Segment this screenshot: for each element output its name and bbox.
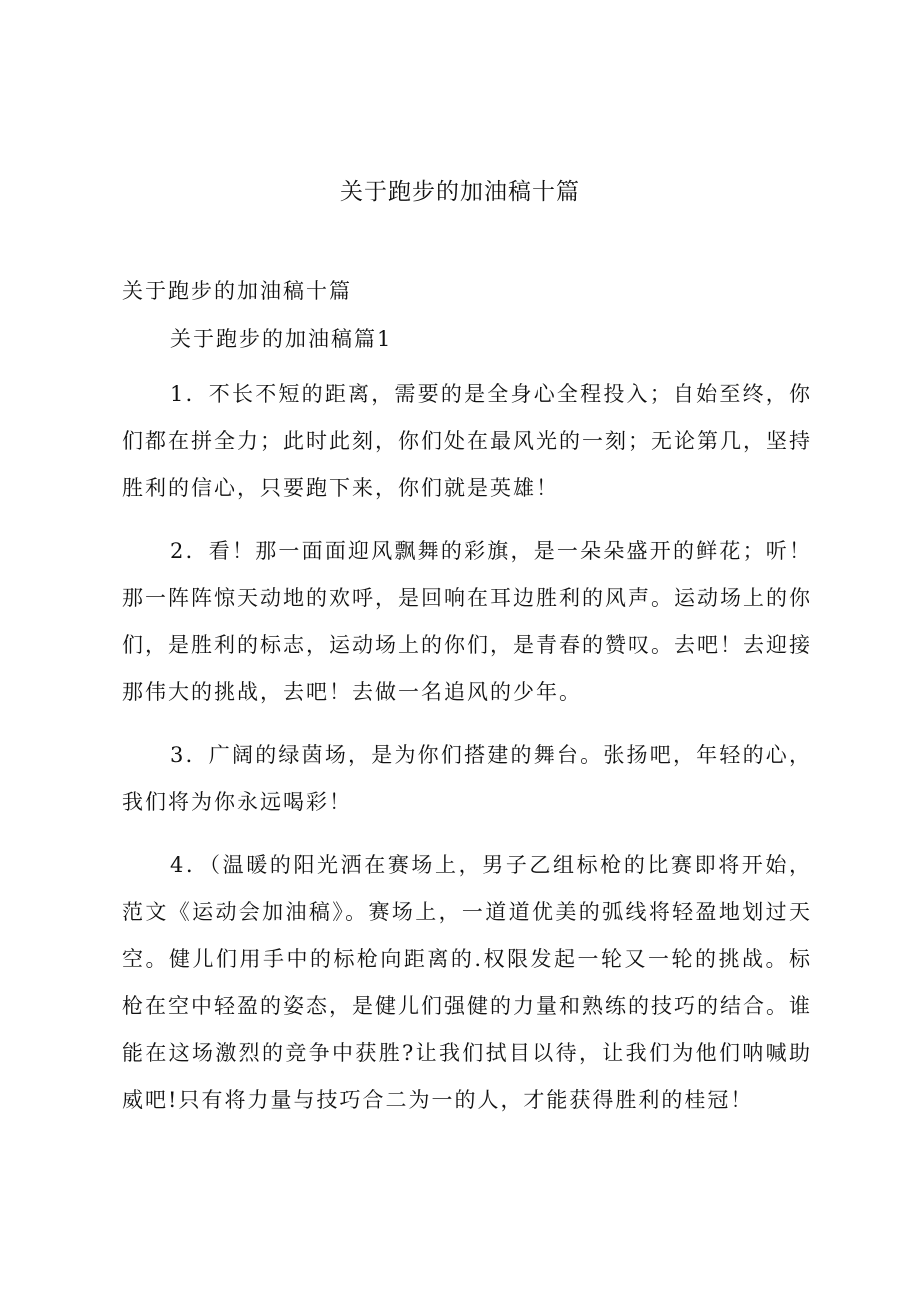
paragraph-3: 3．广阔的绿茵场，是为你们搭建的舞台。张扬吧，年轻的心，我们将为你永远喝彩！ [122,743,812,814]
document-body [122,275,812,1140]
document-title: 关于跑步的加油稿十篇 [340,179,580,205]
section-heading: 关于跑步的加油稿篇1 [170,327,393,351]
paragraph-1: 1．不长不短的距离，需要的是全身心全程投入；自始至终，你们都在拼全力；此时此刻，你们处在最风光的一刻；无论第几，坚持胜利的信心，只要跑下来，你们就是英雄！ [122,382,812,500]
paragraph-4: 4．（温暖的阳光洒在赛场上，男子乙组标枪的比赛即将开始，范文《运动会加油稿》。赛场上，一道道优美的弧线将轻盈地划过天空。健儿们用手中的标枪向距离的.权限发起一轮又一轮的挑战。标枪在空中轻盈的姿态，是健儿们强健的力量和熟练的技巧的结合。谁能在这场激烈的竞争中获胜?让我们拭目以待，让我们为他们呐喊助威吧!只有将力量与技巧合二为一的人，才能获得胜利的桂冠！ [122,853,812,1112]
document-subtitle: 关于跑步的加油稿十篇 [122,279,352,303]
paragraph-2: 2．看！那一面面迎风飘舞的彩旗，是一朵朵盛开的鲜花；听！那一阵阵惊天动地的欢呼，是回响在耳边胜利的风声。运动场上的你们，是胜利的标志，运动场上的你们，是青春的赞叹。去吧！去迎接那伟大的挑战，去吧！去做一名追风的少年。 [122,539,812,704]
